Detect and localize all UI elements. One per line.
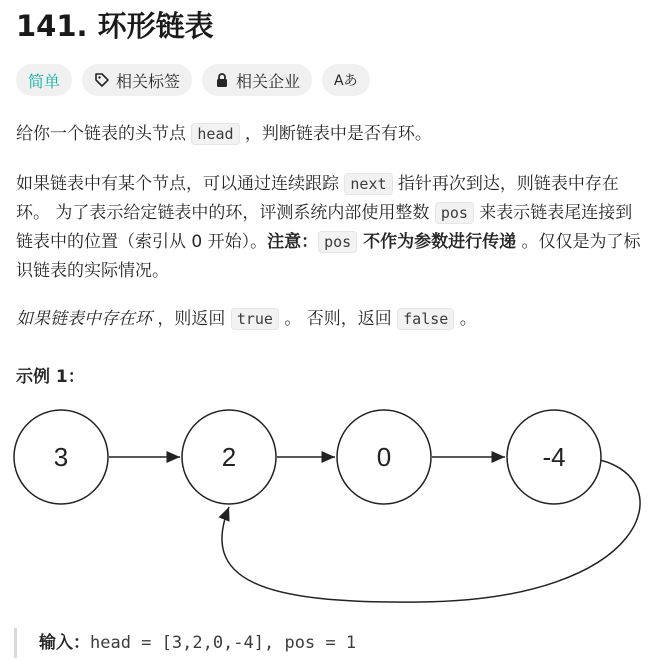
list-node-2 bbox=[337, 410, 431, 504]
related-topics-button[interactable] bbox=[82, 64, 192, 96]
description-paragraph-2: 如果链表中有某个节点，可以通过连续跟踪 next 指针再次到达，则链表中存在环。 为了表示给定链表中的环，评测系统内部使用整数 pos 来表示链表尾连接到链表中的位置（索引从 0 开始）。注意： pos 不作为参数进行传递 。仅仅是为了标识链表的实际情况。 bbox=[16, 174, 641, 281]
code-next: next bbox=[344, 173, 392, 195]
svg-text:3: 3 bbox=[53, 442, 69, 472]
code-head: head bbox=[191, 123, 239, 145]
problem-title: 141. 环形链表 bbox=[16, 9, 214, 43]
tag-icon bbox=[94, 72, 110, 88]
input-value: head = [3,2,0,-4], pos = 1 bbox=[90, 633, 357, 653]
svg-text:2: 2 bbox=[221, 442, 237, 472]
svg-text:-4: -4 bbox=[542, 442, 566, 472]
list-node-0 bbox=[14, 410, 108, 504]
translate-icon: Aあ bbox=[334, 73, 358, 89]
code-pos-note: pos bbox=[318, 231, 357, 253]
translate-button[interactable] bbox=[322, 64, 370, 96]
lock-icon bbox=[214, 72, 230, 88]
related-companies-button[interactable] bbox=[202, 64, 312, 96]
example-title: 示例 1： bbox=[16, 367, 85, 387]
linked-list-diagram bbox=[0, 390, 654, 615]
description-paragraph-3: 如果链表中存在环 ，则返回 true 。 否则，返回 false 。 bbox=[16, 309, 477, 329]
code-false: false bbox=[397, 308, 454, 330]
note-label: 注意： bbox=[267, 232, 319, 252]
list-node-3 bbox=[507, 410, 601, 504]
code-pos: pos bbox=[435, 202, 474, 224]
tag-bar bbox=[16, 64, 370, 96]
difficulty-badge bbox=[16, 64, 72, 96]
description-paragraph-1: 给你一个链表的头节点 head ，判断链表中是否有环。 bbox=[16, 124, 432, 144]
list-node-1 bbox=[182, 410, 276, 504]
related-topics-label: 相关标签 bbox=[116, 71, 181, 91]
input-label: 输入： bbox=[39, 633, 90, 653]
related-companies-label: 相关企业 bbox=[236, 71, 301, 91]
svg-text:0: 0 bbox=[376, 442, 392, 472]
example-input bbox=[14, 628, 356, 658]
note-bold-text: 不作为参数进行传递 bbox=[357, 232, 517, 252]
difficulty-label: 简单 bbox=[28, 71, 61, 91]
code-true: true bbox=[231, 308, 279, 330]
